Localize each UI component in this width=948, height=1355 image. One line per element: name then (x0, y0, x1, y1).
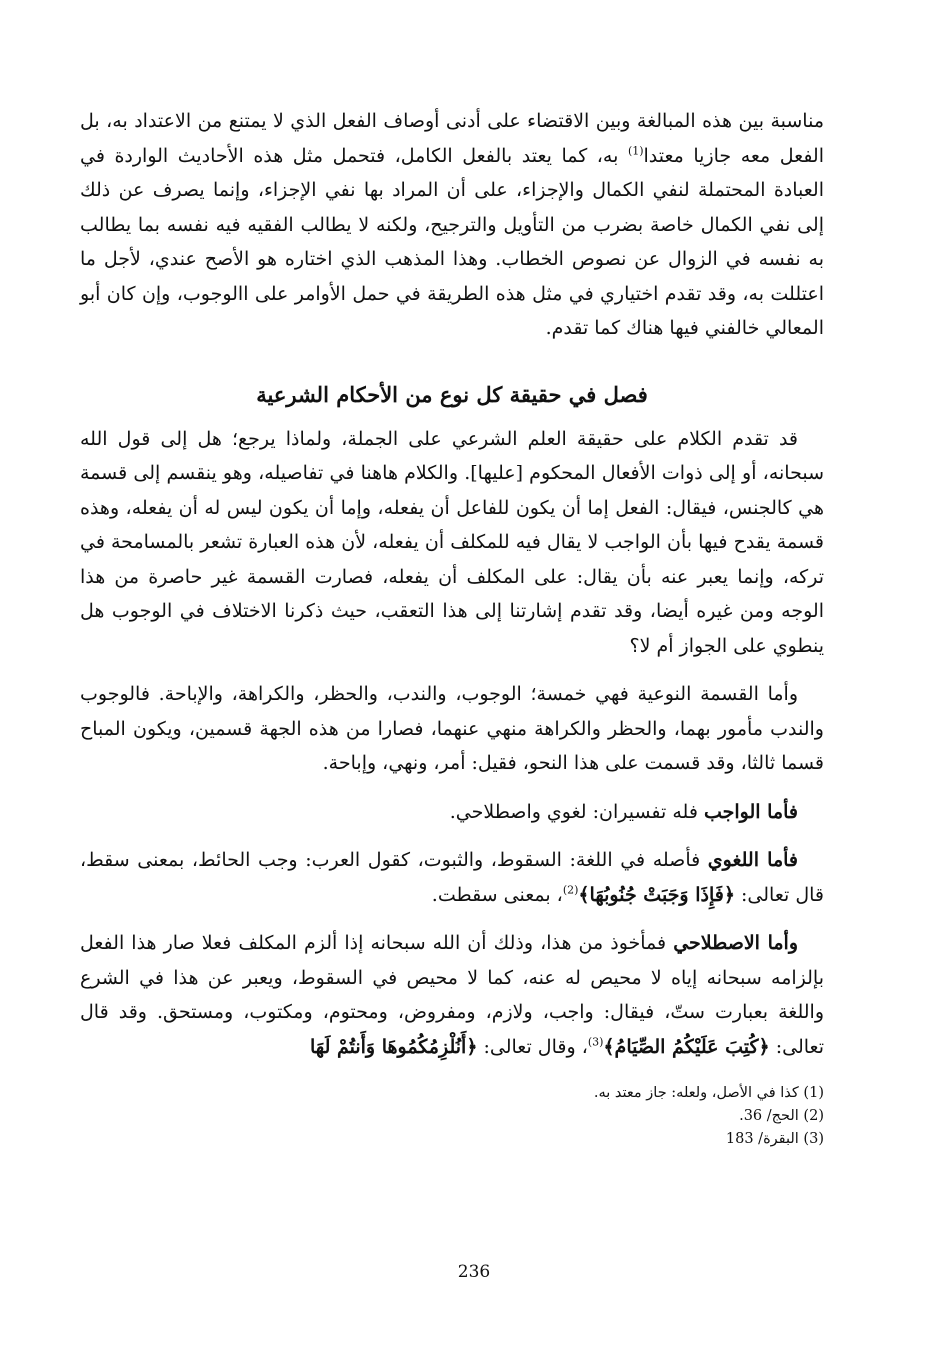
footnote-1: (1) كذا في الأصل، ولعله: جاز معتد به. (593, 1085, 824, 1101)
footnote-ref-3[interactable]: (3) (587, 1035, 604, 1049)
paragraph-5: فأما اللغوي فأصله في اللغة: السقوط، والثبوت، كقول العرب: وجب الحائط، بمعنى سقط، قال تعالى: ﴿فَإِذَا وَجَبَتْ جُنُوبُهَا﴾$^{(2)}$، بمعنى سقطت. (80, 849, 824, 906)
term-lughawi: فأما اللغوي (707, 849, 798, 871)
footnote-ref-1[interactable]: (1) (627, 144, 644, 158)
footnote-ref-2[interactable]: (2) (562, 883, 579, 897)
paragraph-3: وأما القسمة النوعية فهي خمسة؛ الوجوب، والندب، والحظر، والكراهة، والإباحة. فالوجوب والندب مأمور بهما، والحظر والكراهة منهي عنهما، فصارا من هذه الجهة قسمين، ويكون المباح قسما ثالثا، وقد قسمت على هذا النحو، فقيل: أمر، ونهي، وإباحة. (80, 683, 824, 774)
footnotes (80, 1082, 824, 1151)
paragraph-1: مناسبة بين هذه المبالغة وبين الاقتضاء على أدنى أوصاف الفعل الذي لا يمتنع من الاعتداد به، بل الفعل معه جازيا معتدا$^{(1)}$ به، كما يعتد بالفعل الكامل، فتحمل مثل هذه الأحاديث الواردة في العبادة المحتملة لنفي الكمال والإجزاء، على أن المراد بها نفي الإجزاء، وإنما يصرف عن ذلك إلى نفي الكمال خاصة بضرب من التأويل والترجيح، ولكنه لا يطالب الفقيه فيه نفسه بما يطالب به نفسه في الزوال عن نصوص الخطاب. وهذا المذهب الذي اختاره هو الأصح عندي، لأجل ما اعتللت به، وقد تقدم اختياري في مثل هذه الطريقة في حمل الأوامر على االوجوب، وإن كان أبو المعالي خالفني فيها هناك كما تقدم. (80, 110, 825, 339)
quran-quote: ﴿فَإِذَا وَجَبَتْ جُنُوبُهَا﴾ (578, 883, 735, 906)
paragraph-4: فأما الواجب فله تفسيران: لغوي واصطلاحي. (449, 800, 798, 823)
term-wajib: فأما الواجب (703, 800, 798, 823)
quran-quote: ﴿أَنُلْزِمُكُمُوهَا وَأَنتُمْ لَهَا (310, 1035, 478, 1058)
footnote-3: (3) البقرة/ 183 (725, 1131, 824, 1147)
paragraph-2: قد تقدم الكلام على حقيقة العلم الشرعي على الجملة، ولماذا يرجع؛ هل إلى قول الله سبحانه، أو إلى ذوات الأفعال المحكوم [عليها]. والكلام هاهنا في تفاصيله، وهو ينقسم إلى قسمة هي كالجنس، فيقال: الفعل إما أن يكون للفاعل أن يفعله، وإما أن يكون ليس له أن يفعله، وهذه قسمة يقدح فيها بأن الواجب لا يقال فيه للمكلف أن يفعله، لأن هذه العبارة تشعر بالمسامحة في تركه، وإنما يعبر عنه بأن يقال: على المكلف أن يفعله، فصارت القسمة غير حاصرة من هذا الوجه ومن غيره أيضا، وقد تقدم إشارتنا إلى هذا التعقب، حيث ذكرنا الاختلاف في الوجوب هل ينطوي على الجواز أم لا؟ (80, 427, 824, 657)
term-istilahi: وأما الاصطلاحي (673, 932, 798, 954)
section-heading: فصل في حقيقة كل نوع من الأحكام الشرعية (256, 381, 648, 407)
footnote-2: (2) الحج/ 36. (739, 1108, 824, 1124)
page-number: 236 (457, 1262, 491, 1282)
quran-quote: ﴿كُتِبَ عَلَيْكُمُ الصِّيَامُ﴾ (603, 1035, 770, 1058)
paragraph-6: وأما الاصطلاحي فمأخوذ من هذا، وذلك أن الله سبحانه إذا ألزم المكلف فعلا صار هذا الفعل بإلزامه سبحانه إياه لا محيص له عنه، كما لا محيص في السقوط، ويعبر عن هذا في الشرع واللغة بعبارت ستّ، فيقال: واجب، ولازم، ومفروض، ومحتوم، ومكتوب، ومستحق. وقد قال تعالى: ﴿كُتِبَ عَلَيْكُمُ الصِّيَامُ﴾$^{(3)}$، وقال تعالى: ﴿أَنُلْزِمُكُمُوهَا وَأَنتُمْ لَهَا (80, 932, 824, 1058)
